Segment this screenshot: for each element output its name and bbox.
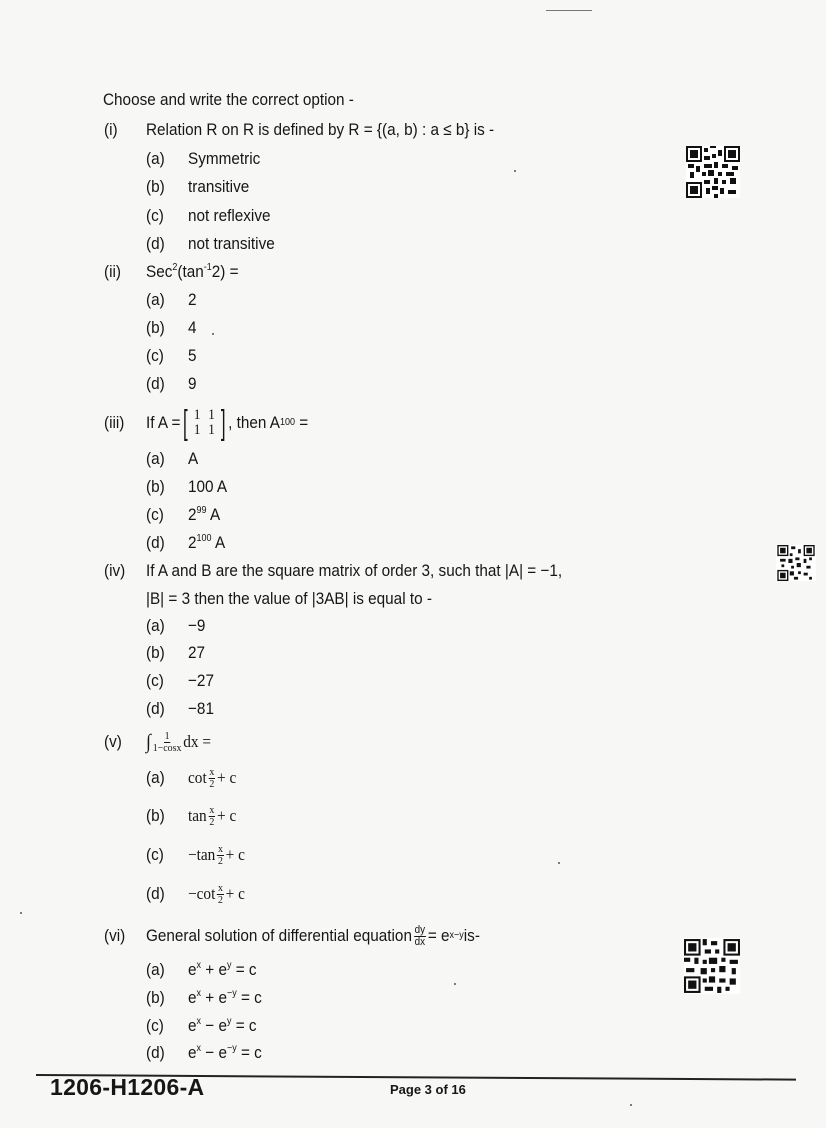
option-text: −81: [188, 699, 214, 718]
option-text: cot $\frac{x}{2}$ + c: [188, 765, 237, 790]
fraction: $\frac{dy}{dx}$: [414, 923, 426, 948]
option-letter: (c): [146, 845, 164, 864]
option-letter: (a): [146, 149, 165, 168]
option-text: $2^{99}$ A: [188, 505, 221, 524]
option-letter: (a): [146, 768, 165, 787]
paper-code: 1206-H1206-A: [50, 1074, 205, 1100]
option-letter: (a): [146, 616, 165, 635]
option-text: A: [188, 449, 199, 468]
option-text: −tan $\frac{x}{2}$ + c: [188, 842, 245, 867]
speck: [212, 333, 214, 335]
question-stem: General solution of differential equation $\frac{dy}{dx}$ = e x−y is-: [146, 923, 480, 948]
option-text: −9: [188, 616, 206, 635]
option-text: $e^x + e^y = c$: [188, 960, 257, 979]
option-text: not reflexive: [188, 206, 271, 225]
option-text: −27: [188, 671, 214, 690]
option-letter: (a): [146, 449, 165, 468]
speck: [558, 862, 560, 864]
matrix: [ 1 1 1 1 ]: [183, 404, 226, 442]
option-text: transitive: [188, 177, 250, 196]
option-text: tan $\frac{x}{2}$ + c: [188, 803, 237, 828]
option-text: not transitive: [188, 234, 275, 253]
question-number: (vi): [104, 926, 126, 945]
option-text: 5: [188, 346, 197, 365]
option-letter: (d): [146, 533, 165, 552]
option-letter: (b): [146, 806, 165, 825]
option-letter: (c): [146, 346, 164, 365]
option-letter: (b): [146, 477, 165, 496]
option-letter: (b): [146, 318, 165, 337]
question-number: (iv): [104, 561, 126, 580]
fraction: $\frac{1}{1-\cos x}$: [152, 729, 182, 754]
question-stem: Relation R on R is defined by R = {(a, b) : a ≤ b} is -: [146, 120, 495, 139]
qr-code: [776, 545, 816, 581]
speck: [630, 1104, 632, 1106]
option-letter: (d): [146, 374, 165, 393]
option-letter: (c): [146, 671, 164, 690]
qr-code: [686, 146, 740, 198]
option-text: $e^x - e^y = c$: [188, 1016, 257, 1035]
question-stem: If A = [ 1 1 1 1 ] , then A 100 =: [146, 404, 309, 442]
option-letter: (d): [146, 1043, 165, 1062]
option-text: 9: [188, 374, 197, 393]
question-stem-line2: |B| = 3 then the value of |3AB| is equal to -: [146, 589, 432, 608]
option-text: 2: [188, 290, 197, 309]
option-text: Symmetric: [188, 149, 261, 168]
option-letter: (b): [146, 177, 165, 196]
option-letter: (b): [146, 643, 165, 662]
question-number: (v): [104, 732, 122, 751]
option-letter: (b): [146, 988, 165, 1007]
option-letter: (a): [146, 290, 165, 309]
question-stem-line1: If A and B are the square matrix of order 3, such that |A| = −1,: [146, 561, 563, 580]
option-letter: (c): [146, 206, 164, 225]
option-letter: (d): [146, 884, 165, 903]
option-text: 27: [188, 643, 206, 662]
option-letter: (d): [146, 699, 165, 718]
option-text: 100 A: [188, 477, 228, 496]
option-text: $e^x - e^{-y} = c$: [188, 1043, 262, 1062]
speck: [454, 983, 456, 985]
page-number: Page 3 of 16: [390, 1082, 466, 1097]
option-letter: (a): [146, 960, 165, 979]
option-letter: (c): [146, 1016, 164, 1035]
option-text: $2^{100}$ A: [188, 533, 226, 552]
question-number: (ii): [104, 262, 122, 281]
instruction: Choose and write the correct option -: [103, 90, 354, 109]
top-rule: [546, 10, 592, 11]
question-stem: $Sec^2(\tan^{-1}2)$ =: [146, 262, 239, 281]
question-number: (i): [104, 120, 118, 139]
question-number: (iii): [104, 413, 125, 432]
option-letter: (c): [146, 505, 164, 524]
option-text: 4: [188, 318, 197, 337]
option-text: −cot $\frac{x}{2}$ + c: [188, 881, 245, 906]
option-letter: (d): [146, 234, 165, 253]
option-text: $e^x + e^{-y} = c$: [188, 988, 262, 1007]
speck: [20, 912, 22, 914]
speck: [514, 170, 516, 172]
question-stem: ∫ $\frac{1}{1-\cos x}$ dx =: [146, 729, 211, 754]
qr-code: [684, 938, 740, 994]
